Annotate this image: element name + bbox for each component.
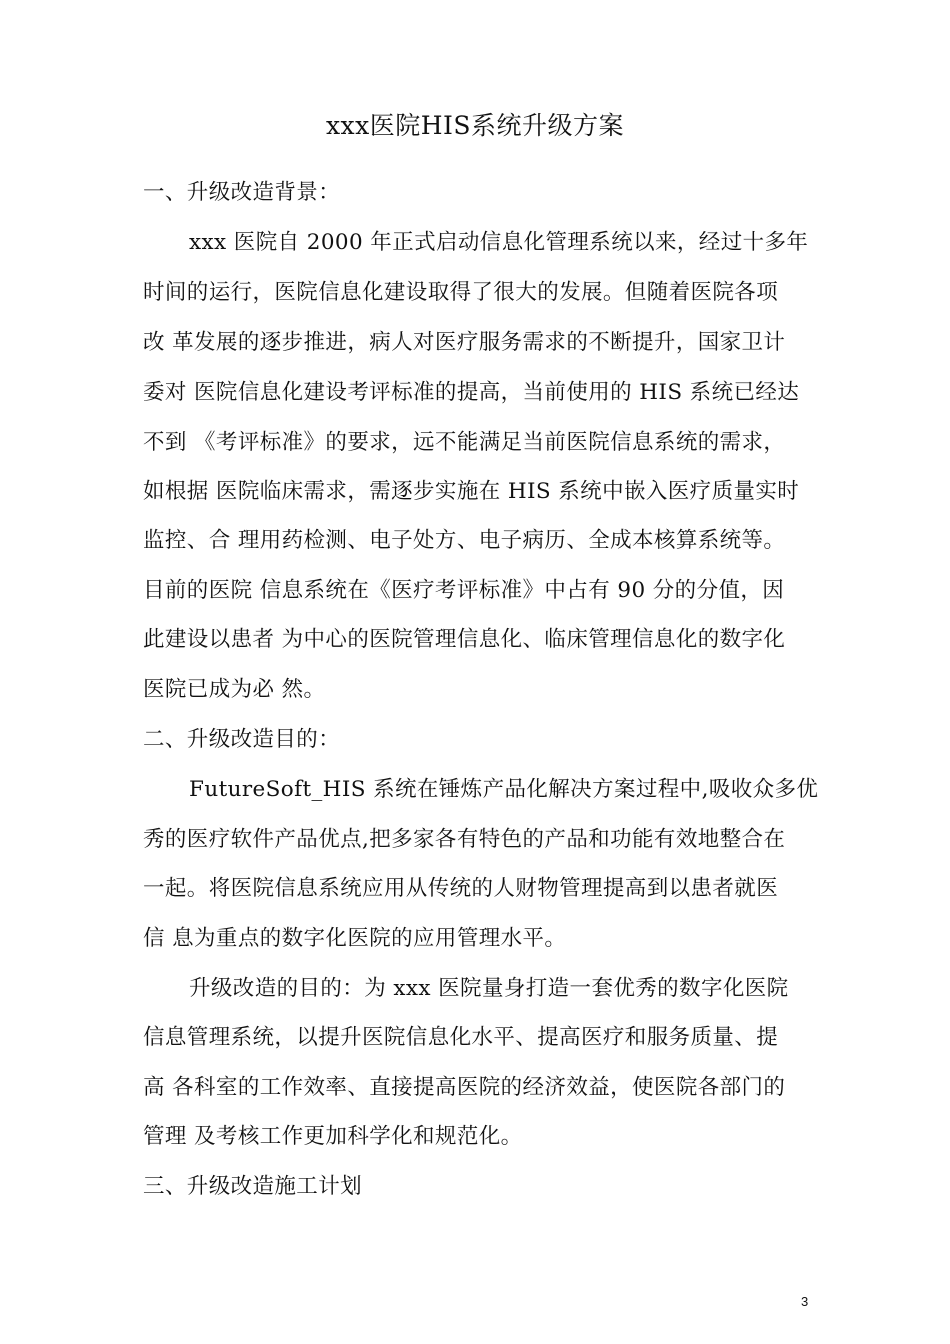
section-heading-background: 一、升级改造背景：	[143, 180, 341, 205]
paragraph-line: 监控、合 理用药检测、电子处方、电子病历、全成本核算系统等。	[143, 528, 786, 553]
paragraph-line: 此建设以患者 为中心的医院管理信息化、临床管理信息化的数字化	[143, 627, 786, 652]
paragraph-line: 信 息为重点的数字化医院的应用管理水平。	[143, 926, 567, 951]
paragraph-line: 不到 《考评标准》的要求，远不能满足当前医院信息系统的需求，	[143, 430, 786, 455]
paragraph-line: 信息管理系统，以提升医院信息化水平、提高医疗和服务质量、提	[143, 1025, 779, 1050]
paragraph-line: 委对 医院信息化建设考评标准的提高，当前使用的 HIS 系统已经达	[143, 380, 800, 405]
paragraph-line: FutureSoft_HIS 系统在锤炼产品化解决方案过程中,吸收众多优	[189, 777, 819, 802]
paragraph-line: 改 革发展的逐步推进，病人对医疗服务需求的不断提升，国家卫计	[143, 330, 786, 355]
paragraph-line: 目前的医院 信息系统在《医疗考评标准》中占有 90 分的分值，因	[143, 578, 785, 603]
paragraph-line: 升级改造的目的：为 xxx 医院量身打造一套优秀的数字化医院	[189, 976, 789, 1001]
paragraph-line: 高 各科室的工作效率、直接提高医院的经济效益，使医院各部门的	[143, 1075, 786, 1100]
section-heading-plan: 三、升级改造施工计划	[143, 1174, 363, 1199]
document-title: xxx医院HIS系统升级方案	[325, 111, 625, 140]
paragraph-line: 一起。将医院信息系统应用从传统的人财物管理提高到以患者就医	[143, 876, 779, 901]
paragraph-line: 时间的运行，医院信息化建设取得了很大的发展。但随着医院各项	[143, 280, 779, 305]
paragraph-line: 管理 及考核工作更加科学化和规范化。	[143, 1124, 523, 1149]
paragraph-line: 医院已成为必 然。	[143, 677, 326, 702]
page-number: 3	[801, 1294, 809, 1309]
section-heading-purpose: 二、升级改造目的：	[143, 727, 341, 752]
paragraph-line: xxx 医院自 2000 年正式启动信息化管理系统以来，经过十多年	[189, 230, 809, 255]
paragraph-line: 秀的医疗软件产品优点,把多家各有特色的产品和功能有效地整合在	[143, 827, 786, 852]
paragraph-line: 如根据 医院临床需求，需逐步实施在 HIS 系统中嵌入医疗质量实时	[143, 479, 800, 504]
